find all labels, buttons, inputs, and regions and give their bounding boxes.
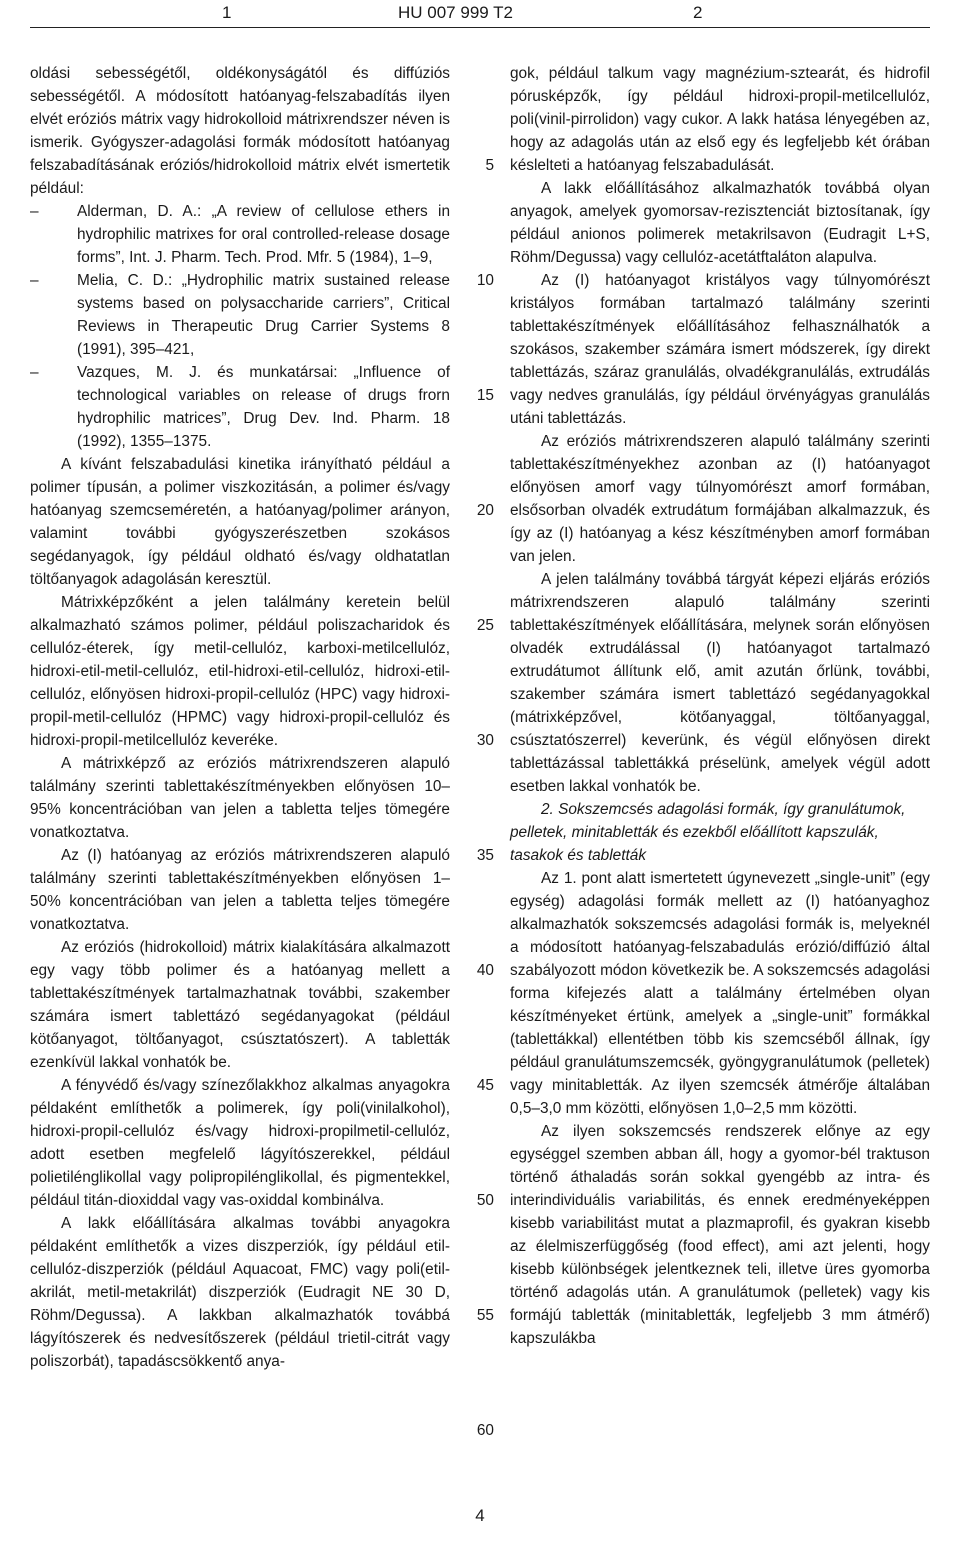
reference-item — [30, 200, 450, 269]
line-number: 5 — [485, 157, 494, 174]
dash-marker: – — [30, 364, 39, 381]
header-right-column-number: 2 — [693, 3, 703, 22]
paragraph: oldási sebességétől, oldékonyságától és diffúziós sebességétől. A módosított hatóanyag-felszabadítás ilyen elvét eróziós mátrix vagy hidrokolloid mátrixrendszer néven is ismerik. Gyógyszer-adagolási formák módosított hatóanyag felszabadításának eróziós/hidrokolloid mátrix elvét ismertetik például: — [30, 65, 450, 197]
reference-text: Melia, C. D.: „Hydrophilic matrix sustained release systems based on polysaccharide carriers”, Critical Reviews in Therapeutic Drug Carrier Systems 8 (1991), 395–421, — [77, 272, 450, 358]
paragraph: A lakk előállításához alkalmazhatók továbbá olyan anyagok, amelyek gyomorsav-rezisztenciát biztosítanak, így például anionos polimerek metakrilsavon (Eudragit L+S, Röhm/Degussa) vagy cellulóz-acetátftaláton alapulva. — [510, 180, 930, 266]
reference-text: Alderman, D. A.: „A review of cellulose ethers in hydrophilic matrixes for oral controlled-release dosage forms”, Int. J. Pharm. Tech. Prod. Mfr. 5 (1984), 1–9, — [77, 203, 450, 266]
paragraph: A fényvédő és/vagy színezőlakkhoz alkalmas anyagokra példaként említhetők a polimerek, így poli(vinilalkohol), hidroxi-propil-cellulóz és/vagy hidroxi-propilmetil-cellulóz, adott esetben megfelelő lágyítószerekkel, például polietilénglikollal vagy polipropilénglikollal, és pigmentekkel, például titán-dioxiddal vagy vas-oxiddal kombinálva. — [30, 1077, 450, 1209]
paragraph: A mátrixképző az eróziós mátrixrendszeren alapuló találmány szerinti tablettakészítményekben előnyösen 10–95% koncentrációban van jelen a tabletta teljes tömegére vonatkoztatva. — [30, 755, 450, 841]
dash-marker: – — [30, 203, 39, 220]
paragraph: A jelen találmány továbbá tárgyát képezi eljárás eróziós mátrixrendszeren alapuló találmány szerinti tablettakészítmények előállítására, melynek során előnyösen olvadék extrudálással (I) hatóanyagot tartalmazó extrudátumot állítunk elő, amit azután őrlünk, további, szakember számára ismert tablettázó segédanyagokkal (mátrixképzővel, kötőanyaggal, töltőanyaggal, csúsztatószerrel) keverünk, és végül előnyösen direkt tablettázással tablettákká préselünk, amelyek végül adott esetben lakkal vonhatók be. — [510, 571, 930, 795]
line-number: 30 — [476, 732, 494, 749]
page-number: 4 — [475, 1506, 485, 1525]
paragraph: Az eróziós (hidrokolloid) mátrix kialakítására alkalmazott egy vagy több polimer és a hatóanyag mellett a tablettakészítmények tartalmazhatnak további, szakember számára ismert tablettázó segédanyagokat (például kötőanyagot, töltőanyagot, csúsztatószert). A tabletták ezenkívül lakkal vonhatók be. — [30, 939, 450, 1071]
paragraph: Az (I) hatóanyagot kristályos vagy túlnyomórészt kristályos formában tartalmazó találmány szerinti tablettakészítmények előállításához felhasználhatók a szokásos, szakember számára ismert módszerek, így direkt tablettázás, száraz granulálás, olvadékgranulálás, extrudálás vagy nedves granulálás, így például örvényágyas granulálás utáni tablettázás. — [510, 272, 930, 427]
header-left-column-number: 1 — [222, 3, 232, 22]
patent-number: HU 007 999 T2 — [398, 3, 513, 22]
line-number: 25 — [476, 617, 494, 634]
line-number: 15 — [476, 387, 494, 404]
page-header — [0, 0, 960, 30]
section-heading: 2. Sokszemcsés adagolási formák, így granulátumok, pelletek, minitabletták és ezekből előállított kapszulák, tasakok és tabletták — [510, 801, 906, 864]
line-number-gutter — [450, 62, 510, 1482]
reference-item — [30, 361, 450, 453]
paragraph: A kívánt felszabadulási kinetika irányítható például a polimer típusán, a polimer viszkozitásán, a polimer és/vagy hatóanyag szemcseméretén, a hatóanyag/polimer arányon, valamint további gyógyszerészetben szokásos segédanyagok, így például oldható és/vagy oldhatatlan töltőanyagok adagolásán keresztül. — [30, 456, 450, 588]
right-column — [510, 62, 930, 1350]
paragraph: gok, például talkum vagy magnézium-sztearát, és hidrofil pórusképzők, így például hidroxi-propil-metilcellulóz, poli(vinil-pirrolidon) vagy cukor. A lakk hatása lényegében az, hogy az adagolás után az első egy és legfeljebb két órában késlelteti a hatóanyag felszabadulását. — [510, 65, 930, 174]
line-number: 45 — [476, 1077, 494, 1094]
paragraph: Az eróziós mátrixrendszeren alapuló találmány szerinti tablettakészítményekhez azonban az (I) hatóanyagot előnyösen amorf vagy túlnyomórészt amorf formában, elsősorban olvadék extrudátum formájában alkalmazzuk, és így az (I) hatóanyag a kész készítményben amorf formában van jelen. — [510, 433, 930, 565]
line-number: 40 — [476, 962, 494, 979]
line-number: 55 — [476, 1307, 494, 1324]
left-column — [30, 62, 450, 1373]
line-number: 50 — [476, 1192, 494, 1209]
paragraph: Az ilyen sokszemcsés rendszerek előnye az egy egységgel szemben abban áll, hogy a gyomor-bél traktuson történő áthaladás során sokkal gyengébb az intra- és interindividuális variabilitás, és ennek eredményeképpen kisebb variabilitást mutat a plazmaprofil, és gyakran kisebb az élelmiszerfüggőség (food effect), ami azt jelenti, hogy kisebb különbségek jelentkeznek teli, illetve üres gyomorba történő adagolás után. A granulátumok (pelletek) vagy kis formájú tabletták (minitabletták, legfeljebb 3 mm átmérő) kapszulákba — [510, 1123, 930, 1347]
paragraph: A lakk előállítására alkalmas további anyagokra példaként említhetők a vizes diszperziók, így például etil-cellulóz-diszperziók (például Aquacoat, FMC) vagy poli(etil-akrilát, metil-metakrilát) diszperziók (Eudragit NE 30 D, Röhm/Degussa). A lakkban alkalmazhatók továbbá lágyítószerek és nedvesítőszerek (például trietil-citrát vagy poliszorbát), tapadáscsökkentő anya- — [30, 1215, 450, 1370]
reference-list — [30, 200, 450, 453]
reference-text: Vazques, M. J. és munkatársai: „Influence of technological variables on release of drugs frorn hydrophilic matrices”, Drug Dev. Ind. Pharm. 18 (1992), 1355–1375. — [77, 364, 450, 450]
line-number: 60 — [476, 1422, 494, 1439]
line-number: 35 — [476, 847, 494, 864]
line-number: 20 — [476, 502, 494, 519]
reference-item — [30, 269, 450, 361]
line-number: 10 — [476, 272, 494, 289]
header-rule — [30, 27, 930, 28]
paragraph: Az (I) hatóanyag az eróziós mátrixrendszeren alapuló találmány szerinti tablettakészítményekben előnyösen 1–50% koncentrációban van jelen a tabletta teljes tömegére vonatkoztatva. — [30, 847, 450, 933]
paragraph: Az 1. pont alatt ismertetett úgynevezett „single-unit” (egy egység) adagolási formák mellett az (I) hatóanyaghoz alkalmazhatók sokszemcsés adagolási formák is, melyeknél a módosított hatóanyag-felszabadulás erózió/diffúzió által szabályozott módon következik be. A sokszemcsés adagolási forma kifejezés alatt a találmány értelmében olyan készítményeket értünk, amelyek a „single-unit” formákkal (tablettákkal) ellentétben több kis szemcséből állnak, így például granulátumszemcsék, gyöngygranulátumok (pelletek) vagy minitabletták. Az ilyen szemcsék átmérője általában 0,5–3,0 mm közötti, előnyösen 1,0–2,5 mm közötti. — [510, 870, 930, 1117]
paragraph: Mátrixképzőként a jelen találmány keretein belül alkalmazható számos polimer, például poliszacharidok és cellulóz-éterek, így metil-cellulóz, karboxi-metilcellulóz, hidroxi-etil-metil-cellulóz, etil-hidroxi-etil-cellulóz, hidroxi-etil-cellulóz, előnyösen hidroxi-propil-cellulóz (HPC) vagy hidroxi-propil-metil-cellulóz (HPMC) vagy hidroxi-propil-cellulóz és hidroxi-propil-metilcellulóz keveréke. — [30, 594, 450, 749]
dash-marker: – — [30, 272, 39, 289]
